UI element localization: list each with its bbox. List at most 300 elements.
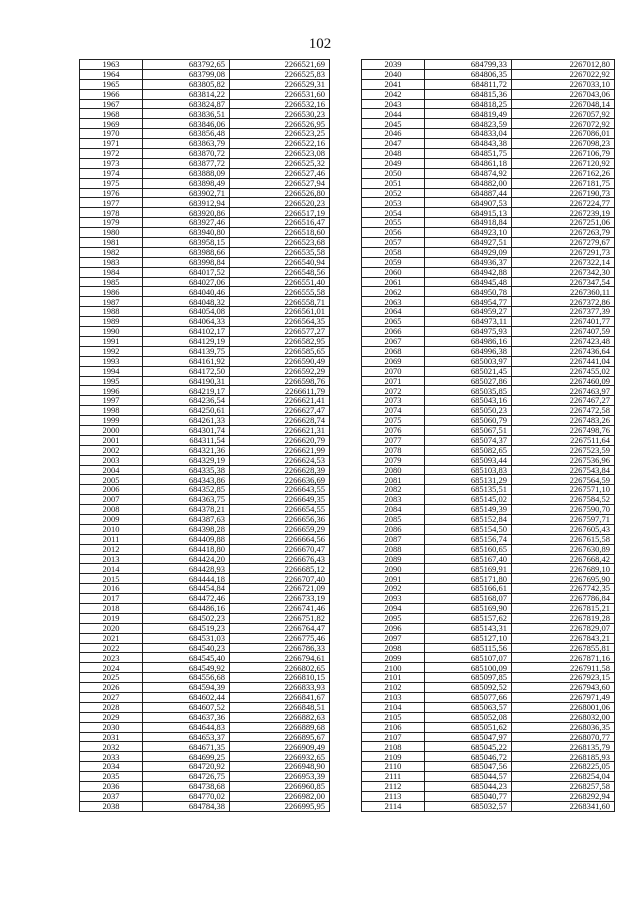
point-number-cell: 2097 xyxy=(362,633,425,643)
x-coordinate-cell: 684959,27 xyxy=(425,307,512,317)
x-coordinate-cell: 684398,28 xyxy=(143,524,230,534)
y-coordinate-cell: 2266654,55 xyxy=(230,505,330,515)
table-row xyxy=(80,149,330,159)
x-coordinate-cell: 685050,23 xyxy=(425,406,512,416)
point-number-cell: 2045 xyxy=(362,119,425,129)
point-number-cell: 2005 xyxy=(80,475,143,485)
table-row xyxy=(362,396,615,406)
x-coordinate-cell: 683863,79 xyxy=(143,139,230,149)
table-row xyxy=(80,722,330,732)
y-coordinate-cell: 2268070,77 xyxy=(512,732,615,742)
x-coordinate-cell: 684428,93 xyxy=(143,564,230,574)
table-row xyxy=(80,782,330,792)
x-coordinate-cell: 684671,35 xyxy=(143,742,230,752)
x-coordinate-cell: 685021,45 xyxy=(425,366,512,376)
coordinates-table-left xyxy=(79,59,330,812)
x-coordinate-cell: 685044,23 xyxy=(425,782,512,792)
point-number-cell: 2051 xyxy=(362,178,425,188)
x-coordinate-cell: 684531,03 xyxy=(143,633,230,643)
point-number-cell: 2013 xyxy=(80,554,143,564)
table-row xyxy=(80,327,330,337)
table-row xyxy=(80,594,330,604)
y-coordinate-cell: 2266620,79 xyxy=(230,435,330,445)
point-number-cell: 2039 xyxy=(362,60,425,70)
x-coordinate-cell: 684219,17 xyxy=(143,386,230,396)
y-coordinate-cell: 2266530,23 xyxy=(230,109,330,119)
table-row xyxy=(80,60,330,70)
point-number-cell: 2073 xyxy=(362,396,425,406)
x-coordinate-cell: 683799,08 xyxy=(143,69,230,79)
y-coordinate-cell: 2267615,58 xyxy=(512,534,615,544)
x-coordinate-cell: 683898,49 xyxy=(143,178,230,188)
x-coordinate-cell: 685074,37 xyxy=(425,435,512,445)
table-row xyxy=(80,554,330,564)
table-row xyxy=(362,277,615,287)
y-coordinate-cell: 2267819,28 xyxy=(512,613,615,623)
x-coordinate-cell: 684409,88 xyxy=(143,534,230,544)
point-number-cell: 2054 xyxy=(362,208,425,218)
x-coordinate-cell: 684363,75 xyxy=(143,495,230,505)
x-coordinate-cell: 683988,66 xyxy=(143,247,230,257)
point-number-cell: 2109 xyxy=(362,752,425,762)
table-row xyxy=(80,534,330,544)
point-number-cell: 2102 xyxy=(362,683,425,693)
point-number-cell: 2020 xyxy=(80,623,143,633)
y-coordinate-cell: 2266721,09 xyxy=(230,584,330,594)
x-coordinate-cell: 685131,29 xyxy=(425,475,512,485)
x-coordinate-cell: 684738,68 xyxy=(143,782,230,792)
y-coordinate-cell: 2267742,35 xyxy=(512,584,615,594)
point-number-cell: 2023 xyxy=(80,653,143,663)
x-coordinate-cell: 684418,80 xyxy=(143,544,230,554)
y-coordinate-cell: 2267263,79 xyxy=(512,228,615,238)
point-number-cell: 2111 xyxy=(362,772,425,782)
y-coordinate-cell: 2267279,67 xyxy=(512,238,615,248)
point-number-cell: 2028 xyxy=(80,702,143,712)
x-coordinate-cell: 684653,37 xyxy=(143,732,230,742)
y-coordinate-cell: 2267423,48 xyxy=(512,336,615,346)
x-coordinate-cell: 685156,74 xyxy=(425,534,512,544)
x-coordinate-cell: 685103,83 xyxy=(425,465,512,475)
x-coordinate-cell: 684784,38 xyxy=(143,801,230,811)
point-number-cell: 2052 xyxy=(362,188,425,198)
table-row xyxy=(362,356,615,366)
table-row xyxy=(362,584,615,594)
y-coordinate-cell: 2266775,46 xyxy=(230,633,330,643)
point-number-cell: 2042 xyxy=(362,89,425,99)
y-coordinate-cell: 2266741,46 xyxy=(230,603,330,613)
x-coordinate-cell: 684975,93 xyxy=(425,327,512,337)
point-number-cell: 2026 xyxy=(80,683,143,693)
y-coordinate-cell: 2267372,86 xyxy=(512,297,615,307)
x-coordinate-cell: 684335,38 xyxy=(143,465,230,475)
y-coordinate-cell: 2266889,68 xyxy=(230,722,330,732)
y-coordinate-cell: 2268185,93 xyxy=(512,752,615,762)
table-row xyxy=(362,366,615,376)
table-row xyxy=(80,485,330,495)
y-coordinate-cell: 2267239,19 xyxy=(512,208,615,218)
y-coordinate-cell: 2267057,92 xyxy=(512,109,615,119)
y-coordinate-cell: 2267012,80 xyxy=(512,60,615,70)
y-coordinate-cell: 2266953,39 xyxy=(230,772,330,782)
table-row xyxy=(80,564,330,574)
y-coordinate-cell: 2267843,21 xyxy=(512,633,615,643)
y-coordinate-cell: 2267251,06 xyxy=(512,218,615,228)
y-coordinate-cell: 2267815,21 xyxy=(512,603,615,613)
table-row xyxy=(362,238,615,248)
x-coordinate-cell: 684556,68 xyxy=(143,673,230,683)
table-row xyxy=(80,623,330,633)
point-number-cell: 2112 xyxy=(362,782,425,792)
y-coordinate-cell: 2266585,65 xyxy=(230,346,330,356)
table-row xyxy=(80,297,330,307)
y-coordinate-cell: 2266526,95 xyxy=(230,119,330,129)
point-number-cell: 2075 xyxy=(362,416,425,426)
table-row xyxy=(80,663,330,673)
point-number-cell: 2074 xyxy=(362,406,425,416)
table-row xyxy=(362,653,615,663)
x-coordinate-cell: 685051,62 xyxy=(425,722,512,732)
point-number-cell: 2071 xyxy=(362,376,425,386)
x-coordinate-cell: 684726,75 xyxy=(143,772,230,782)
table-row xyxy=(362,158,615,168)
x-coordinate-cell: 685152,84 xyxy=(425,514,512,524)
table-row xyxy=(362,435,615,445)
x-coordinate-cell: 684502,23 xyxy=(143,613,230,623)
y-coordinate-cell: 2266656,36 xyxy=(230,514,330,524)
table-row xyxy=(80,218,330,228)
table-row xyxy=(362,603,615,613)
point-number-cell: 2053 xyxy=(362,198,425,208)
table-row xyxy=(80,613,330,623)
table-row xyxy=(80,238,330,248)
point-number-cell: 1987 xyxy=(80,297,143,307)
x-coordinate-cell: 684923,10 xyxy=(425,228,512,238)
table-row xyxy=(362,149,615,159)
x-coordinate-cell: 684833,04 xyxy=(425,129,512,139)
point-number-cell: 1978 xyxy=(80,208,143,218)
table-row xyxy=(362,623,615,633)
x-coordinate-cell: 685160,65 xyxy=(425,544,512,554)
point-number-cell: 2103 xyxy=(362,693,425,703)
x-coordinate-cell: 685052,08 xyxy=(425,712,512,722)
x-coordinate-cell: 683856,48 xyxy=(143,129,230,139)
x-coordinate-cell: 684102,17 xyxy=(143,327,230,337)
point-number-cell: 2050 xyxy=(362,168,425,178)
table-row xyxy=(80,742,330,752)
table-row xyxy=(80,188,330,198)
x-coordinate-cell: 683940,80 xyxy=(143,228,230,238)
y-coordinate-cell: 2266802,65 xyxy=(230,663,330,673)
x-coordinate-cell: 683927,46 xyxy=(143,218,230,228)
x-coordinate-cell: 685027,86 xyxy=(425,376,512,386)
y-coordinate-cell: 2267689,10 xyxy=(512,564,615,574)
y-coordinate-cell: 2266649,35 xyxy=(230,495,330,505)
y-coordinate-cell: 2267291,73 xyxy=(512,247,615,257)
table-row xyxy=(362,228,615,238)
y-coordinate-cell: 2266643,55 xyxy=(230,485,330,495)
x-coordinate-cell: 684352,85 xyxy=(143,485,230,495)
x-coordinate-cell: 684973,11 xyxy=(425,317,512,327)
coordinates-table-right xyxy=(361,59,615,812)
point-number-cell: 2002 xyxy=(80,445,143,455)
table-row xyxy=(362,514,615,524)
y-coordinate-cell: 2266751,82 xyxy=(230,613,330,623)
y-coordinate-cell: 2266995,95 xyxy=(230,801,330,811)
table-row xyxy=(362,643,615,653)
table-row xyxy=(80,109,330,119)
y-coordinate-cell: 2268341,60 xyxy=(512,801,615,811)
point-number-cell: 2036 xyxy=(80,782,143,792)
y-coordinate-cell: 2266582,95 xyxy=(230,336,330,346)
point-number-cell: 2022 xyxy=(80,643,143,653)
y-coordinate-cell: 2267190,73 xyxy=(512,188,615,198)
table-row xyxy=(362,376,615,386)
point-number-cell: 2001 xyxy=(80,435,143,445)
x-coordinate-cell: 684942,88 xyxy=(425,267,512,277)
table-row xyxy=(362,782,615,792)
table-row xyxy=(80,99,330,109)
point-number-cell: 2064 xyxy=(362,307,425,317)
point-number-cell: 1990 xyxy=(80,327,143,337)
y-coordinate-cell: 2266561,01 xyxy=(230,307,330,317)
y-coordinate-cell: 2268135,79 xyxy=(512,742,615,752)
table-row xyxy=(80,158,330,168)
point-number-cell: 1989 xyxy=(80,317,143,327)
y-coordinate-cell: 2267871,16 xyxy=(512,653,615,663)
table-row xyxy=(80,425,330,435)
y-coordinate-cell: 2267048,14 xyxy=(512,99,615,109)
y-coordinate-cell: 2266577,27 xyxy=(230,327,330,337)
point-number-cell: 1970 xyxy=(80,129,143,139)
y-coordinate-cell: 2266621,99 xyxy=(230,445,330,455)
y-coordinate-cell: 2267022,92 xyxy=(512,69,615,79)
point-number-cell: 2083 xyxy=(362,495,425,505)
table-row xyxy=(80,406,330,416)
y-coordinate-cell: 2266621,31 xyxy=(230,425,330,435)
y-coordinate-cell: 2266676,43 xyxy=(230,554,330,564)
y-coordinate-cell: 2267467,27 xyxy=(512,396,615,406)
y-coordinate-cell: 2266516,47 xyxy=(230,218,330,228)
y-coordinate-cell: 2266520,23 xyxy=(230,198,330,208)
point-number-cell: 1980 xyxy=(80,228,143,238)
x-coordinate-cell: 685168,07 xyxy=(425,594,512,604)
table-row xyxy=(362,524,615,534)
y-coordinate-cell: 2266628,74 xyxy=(230,416,330,426)
x-coordinate-cell: 684770,02 xyxy=(143,791,230,801)
point-number-cell: 2015 xyxy=(80,574,143,584)
table-row xyxy=(80,762,330,772)
point-number-cell: 2004 xyxy=(80,465,143,475)
y-coordinate-cell: 2267455,02 xyxy=(512,366,615,376)
y-coordinate-cell: 2266909,49 xyxy=(230,742,330,752)
table-row xyxy=(80,416,330,426)
table-row xyxy=(80,346,330,356)
x-coordinate-cell: 684311,54 xyxy=(143,435,230,445)
point-number-cell: 1985 xyxy=(80,277,143,287)
page-number: 102 xyxy=(308,36,332,52)
table-row xyxy=(362,89,615,99)
point-number-cell: 2046 xyxy=(362,129,425,139)
x-coordinate-cell: 683902,71 xyxy=(143,188,230,198)
x-coordinate-cell: 684915,13 xyxy=(425,208,512,218)
x-coordinate-cell: 684851,75 xyxy=(425,149,512,159)
table-row xyxy=(80,307,330,317)
x-coordinate-cell: 684301,74 xyxy=(143,425,230,435)
x-coordinate-cell: 684321,36 xyxy=(143,445,230,455)
y-coordinate-cell: 2267441,04 xyxy=(512,356,615,366)
point-number-cell: 1997 xyxy=(80,396,143,406)
point-number-cell: 2063 xyxy=(362,297,425,307)
point-number-cell: 1965 xyxy=(80,79,143,89)
x-coordinate-cell: 684945,48 xyxy=(425,277,512,287)
point-number-cell: 2068 xyxy=(362,346,425,356)
table-row xyxy=(80,653,330,663)
x-coordinate-cell: 684472,46 xyxy=(143,594,230,604)
table-row xyxy=(362,346,615,356)
point-number-cell: 2101 xyxy=(362,673,425,683)
y-coordinate-cell: 2266764,47 xyxy=(230,623,330,633)
table-row xyxy=(362,416,615,426)
point-number-cell: 2047 xyxy=(362,139,425,149)
point-number-cell: 2016 xyxy=(80,584,143,594)
table-row xyxy=(362,574,615,584)
point-number-cell: 2037 xyxy=(80,791,143,801)
table-row xyxy=(362,109,615,119)
point-number-cell: 1976 xyxy=(80,188,143,198)
table-row xyxy=(362,485,615,495)
y-coordinate-cell: 2266664,56 xyxy=(230,534,330,544)
y-coordinate-cell: 2267106,79 xyxy=(512,149,615,159)
x-coordinate-cell: 685046,72 xyxy=(425,752,512,762)
point-number-cell: 1984 xyxy=(80,267,143,277)
table-row xyxy=(362,495,615,505)
point-number-cell: 2011 xyxy=(80,534,143,544)
x-coordinate-cell: 684343,86 xyxy=(143,475,230,485)
x-coordinate-cell: 685067,51 xyxy=(425,425,512,435)
y-coordinate-cell: 2266794,61 xyxy=(230,653,330,663)
point-number-cell: 1969 xyxy=(80,119,143,129)
point-number-cell: 1974 xyxy=(80,168,143,178)
point-number-cell: 2080 xyxy=(362,465,425,475)
point-number-cell: 2044 xyxy=(362,109,425,119)
point-number-cell: 2076 xyxy=(362,425,425,435)
table-row xyxy=(80,79,330,89)
point-number-cell: 2009 xyxy=(80,514,143,524)
point-number-cell: 2029 xyxy=(80,712,143,722)
y-coordinate-cell: 2266611,79 xyxy=(230,386,330,396)
point-number-cell: 2056 xyxy=(362,228,425,238)
table-row xyxy=(80,643,330,653)
table-row xyxy=(362,129,615,139)
table-row xyxy=(362,257,615,267)
table-row xyxy=(80,336,330,346)
y-coordinate-cell: 2267630,89 xyxy=(512,544,615,554)
x-coordinate-cell: 684799,33 xyxy=(425,60,512,70)
x-coordinate-cell: 684486,16 xyxy=(143,603,230,613)
table-row xyxy=(80,732,330,742)
x-coordinate-cell: 684699,25 xyxy=(143,752,230,762)
point-number-cell: 2092 xyxy=(362,584,425,594)
point-number-cell: 1988 xyxy=(80,307,143,317)
point-number-cell: 1967 xyxy=(80,99,143,109)
y-coordinate-cell: 2266786,33 xyxy=(230,643,330,653)
y-coordinate-cell: 2266518,60 xyxy=(230,228,330,238)
point-number-cell: 2108 xyxy=(362,742,425,752)
y-coordinate-cell: 2267829,07 xyxy=(512,623,615,633)
point-number-cell: 2030 xyxy=(80,722,143,732)
table-row xyxy=(80,287,330,297)
y-coordinate-cell: 2267786,84 xyxy=(512,594,615,604)
point-number-cell: 2114 xyxy=(362,801,425,811)
point-number-cell: 2089 xyxy=(362,554,425,564)
x-coordinate-cell: 685097,85 xyxy=(425,673,512,683)
point-number-cell: 2105 xyxy=(362,712,425,722)
table-row xyxy=(362,69,615,79)
y-coordinate-cell: 2266982,00 xyxy=(230,791,330,801)
x-coordinate-cell: 685157,62 xyxy=(425,613,512,623)
y-coordinate-cell: 2266527,94 xyxy=(230,178,330,188)
x-coordinate-cell: 684823,59 xyxy=(425,119,512,129)
y-coordinate-cell: 2266841,67 xyxy=(230,693,330,703)
table-row xyxy=(80,386,330,396)
x-coordinate-cell: 683912,94 xyxy=(143,198,230,208)
x-coordinate-cell: 685167,40 xyxy=(425,554,512,564)
x-coordinate-cell: 684936,37 xyxy=(425,257,512,267)
table-row xyxy=(362,801,615,811)
x-coordinate-cell: 685143,31 xyxy=(425,623,512,633)
point-number-cell: 1977 xyxy=(80,198,143,208)
y-coordinate-cell: 2267911,58 xyxy=(512,663,615,673)
x-coordinate-cell: 684378,21 xyxy=(143,505,230,515)
table-row xyxy=(362,732,615,742)
table-row xyxy=(80,702,330,712)
point-number-cell: 2059 xyxy=(362,257,425,267)
x-coordinate-cell: 684811,72 xyxy=(425,79,512,89)
x-coordinate-cell: 684139,75 xyxy=(143,346,230,356)
table-row xyxy=(362,673,615,683)
x-coordinate-cell: 685044,57 xyxy=(425,772,512,782)
point-number-cell: 2107 xyxy=(362,732,425,742)
table-row xyxy=(80,366,330,376)
y-coordinate-cell: 2267347,54 xyxy=(512,277,615,287)
x-coordinate-cell: 684329,19 xyxy=(143,455,230,465)
x-coordinate-cell: 683998,84 xyxy=(143,257,230,267)
point-number-cell: 2081 xyxy=(362,475,425,485)
y-coordinate-cell: 2266535,58 xyxy=(230,247,330,257)
table-row xyxy=(80,178,330,188)
point-number-cell: 1995 xyxy=(80,376,143,386)
y-coordinate-cell: 2266522,16 xyxy=(230,139,330,149)
y-coordinate-cell: 2267511,64 xyxy=(512,435,615,445)
table-row xyxy=(80,673,330,683)
table-row xyxy=(362,613,615,623)
y-coordinate-cell: 2266526,80 xyxy=(230,188,330,198)
point-number-cell: 2095 xyxy=(362,613,425,623)
table-row xyxy=(80,505,330,515)
x-coordinate-cell: 684054,08 xyxy=(143,307,230,317)
y-coordinate-cell: 2267401,77 xyxy=(512,317,615,327)
point-number-cell: 2082 xyxy=(362,485,425,495)
point-number-cell: 2043 xyxy=(362,99,425,109)
x-coordinate-cell: 683836,51 xyxy=(143,109,230,119)
table-row xyxy=(80,475,330,485)
y-coordinate-cell: 2268254,04 xyxy=(512,772,615,782)
table-row xyxy=(362,544,615,554)
table-row xyxy=(362,168,615,178)
table-row xyxy=(80,257,330,267)
point-number-cell: 1998 xyxy=(80,406,143,416)
